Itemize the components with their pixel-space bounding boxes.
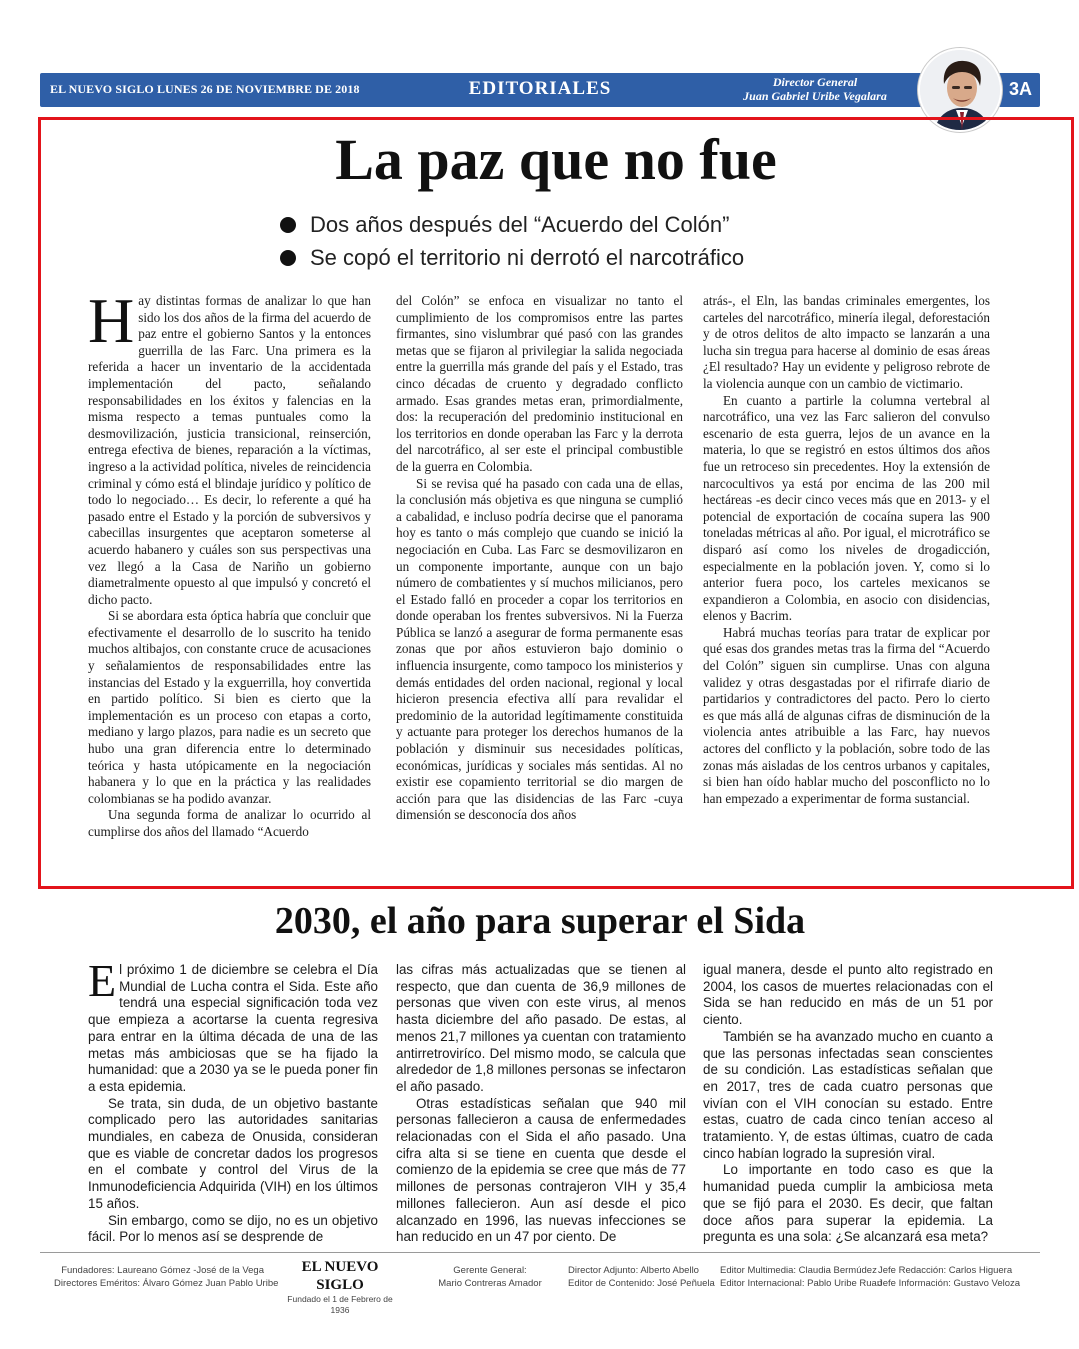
information-chief: Jefe Información: Gustavo Veloza xyxy=(878,1278,1021,1289)
paragraph: del Colón” se enfoca en visualizar no tanto el cumplimiento de los compromisos entre las partes firmantes, sino vislumbrar qué pasó con las grandes metas que se fijaron al privilegiar la salida negociada entre la guerrilla más grande del país y el Estado, tras cinco décadas de cruento y degradado conflicto armado. Esas grandes metas eran, primordialmente, dos: la recuperación del predominio institucional en los territorios en donde operaban las Farc y la derrota del narcotráfico, al ser este el principal combustible de la guerra en Colombia. xyxy=(396,293,683,474)
content-editor: Editor de Contenido: José Peñuela xyxy=(568,1278,715,1289)
paragraph: También se ha avanzado mucho en cuanto a que las personas infectadas sean conscientes de su condición. Las estadísticas señalan que en 2017, tres de cada cuatro personas que vivían con el VIH conocían su estado. Entre estas, cuatro de cada cinco tenían acceso al tratamiento. Y, de estas últimas, cuatro de cada cinco habían logrado la supresión viral. xyxy=(703,1028,993,1161)
drop-cap: H xyxy=(88,285,135,356)
paragraph: Otras estadísticas señalan que 940 mil personas fallecieron a causa de enfermedades relacionadas con el Sida el año pasado. Una cifra alta si se tiene en cuenta que desde el comienzo de la epidemia se cree que más de 77 millones de personas contrajeron VIH y 35,4 millones fallecieron. Aun así desde el pico alcanzado en 1996, las nuevas infecciones se han reducido en un 47 por ciento. De xyxy=(396,1095,686,1245)
editorial-2-column-1 xyxy=(88,955,378,1246)
editors-block xyxy=(720,1264,883,1290)
editorial-column-1 xyxy=(88,285,371,841)
paragraph: atrás-, el Eln, las bandas criminales emergentes, los carteles del narcotráfico, minería ilegal, deforestación y de otros delitos de alto impacto se lanzarán a una lucha sin tregua para hacerse al dominio de esas áreas ¿El resultado? Hay un evidente y peligroso rebrote de la violencia aunque con un cambio de victimario. xyxy=(703,293,990,391)
paragraph: Si se revisa qué ha pasado con cada una de ellas, la conclusión más objetiva es que ninguna se cumplió a cabalidad, e incluso podría decirse que el panorama hoy es tanto o más complejo que cuando se inició la negociación en Cuba. Las Farc se desmovilizaron en un componente importante, aunque con un bajo número de combatientes y sí muchos milicianos, pero el Estado falló en proceder a copar los territorios en donde operaban los frentes subversivos. Ni la Fuerza Pública se lanzó a asegurar de forma permanente esas zonas que por años estuvieron bajo dominio o influencia insurgente, como tampoco los ministerios y demás entidades del orden nacional, regional y local hicieron presencia efectiva allí para revalidar el predominio de la autoridad legítimamente constituida y actuante para proteger los derechos humanos de la población y disminuir sus necesidades políticas, económicas, jurídicas y sociales más sentidas. Al no existir ese copamiento territorial se dio margen de acción para que las disidencias de las Farc -cuya dimensión se desconocía dos años xyxy=(396,475,683,823)
manager-block xyxy=(430,1264,550,1290)
paragraph: Se trata, sin duda, de un objetivo bastante complicado pero las autoridades sanitarias mundiales, en cabeza de Onusida, consideran que es viable de concretar dados los progresos en el combate y control del Virus de la Inmunodeficiencia Adquirida (VIH) en los últimos 15 años. xyxy=(88,1095,378,1211)
deputy-director: Director Adjunto: Alberto Abello xyxy=(568,1265,699,1276)
paragraph xyxy=(88,955,378,1096)
newsroom-chief: Jefe Redacción: Carlos Higuera xyxy=(878,1265,1013,1276)
paragraph: En cuanto a partirle la columna vertebral al narcotráfico, una vez las Farc salieron del convulso escenario de esta guerra, lejos de un avance en la materia, lo que se registró en estos últimos dos años fue un retroceso sin precedentes. Hoy la extensión de narcocultivos ya está por encima de las 200 mil hectáreas -es decir cinco veces más que en 2013- y el potencial de exportación de cocaína supera las 900 toneladas métricas al año. Por igual, el microtráfico se disparó así como los niveles de drogadicción, especialmente en la población joven. Y, como si lo anterior fuera poco, los carteles mexicanos se expandieron a Colombia, en asocio con disidencias, elenos y Bacrim. xyxy=(703,392,990,624)
editorial-subheads xyxy=(280,208,840,274)
editorial-column-2 xyxy=(396,293,683,824)
editorial-headline-2: 2030, el año para superar el Sida xyxy=(274,900,806,942)
subhead-text: Dos años después del “Acuerdo del Colón” xyxy=(310,211,730,237)
emeritus-directors: Directores Eméritos: Álvaro Gómez Juan Pablo Uribe xyxy=(54,1278,279,1289)
subhead-text: Se copó el territorio ni derrotó el narcotráfico xyxy=(310,244,745,270)
section-title: EDITORIALES xyxy=(468,78,612,99)
director-name: Juan Gabriel Uribe Vegalara xyxy=(743,89,887,103)
editorial-2-column-2 xyxy=(396,962,686,1246)
paragraph: Sin embargo, como se dijo, no es un objetivo fácil. Por lo menos así se desprende de xyxy=(88,1212,378,1245)
paragraph xyxy=(88,285,371,608)
footer-logo-block xyxy=(280,1258,400,1316)
page-number: 3A xyxy=(1008,79,1032,99)
editorial-column-3 xyxy=(703,293,990,807)
bullet-icon xyxy=(280,217,296,233)
footer-divider xyxy=(40,1252,1040,1253)
subhead-item xyxy=(280,208,840,241)
international-editor: Editor Internacional: Pablo Uribe Ruan xyxy=(720,1278,883,1289)
founders: Fundadores: Laureano Gómez -José de la Vega xyxy=(61,1265,264,1276)
director-title: Director General xyxy=(772,75,858,89)
editorial-headline: La paz que no fue xyxy=(335,127,777,192)
section-header-band xyxy=(40,73,1040,107)
chiefs-block xyxy=(878,1264,1038,1290)
manager-name: Mario Contreras Amador xyxy=(438,1278,542,1289)
founders-block xyxy=(54,1264,279,1290)
paragraph: las cifras más actualizadas que se tienen al respecto, que dan cuenta de 36,9 millones de personas que viven con este virus, al menos hasta diciembre del año pasado. De estas, al menos 21,7 millones ya cuentan con tratamiento antirretroviríco. Del mismo modo, se calcula que alrededor de 1,8 millones personas se infectaron el año pasado. xyxy=(396,962,686,1094)
paragraph: Si se abordara esta óptica habría que concluir que efectivamente el desarrollo de lo suscrito ha tenido muchos altibajos, con constante cruce de acusaciones y señalamientos de responsabilidades entre las instancias del Estado y la exguerrilla, hoy convertida en partido político. Si bien es cierto que la implementación es un proceso con etapas a corto, mediano y largo plazos, para nadie es un secreto que hubo una gran diferencia entre lo determinado teórica y hasta utópicamente en la negociación habanera y lo que en la práctica y las realidades colombianas se ha podido avanzar. xyxy=(88,608,371,806)
staff-box xyxy=(40,1258,1040,1315)
paragraph: Lo importante en todo caso es que la humanidad pueda cumplir la ambiciosa meta que se fijó para el 2030. Es decir, que faltan doce años para superar la epidemia. La pregunta es una sola: ¿Se alcanzará esa meta? xyxy=(703,1162,993,1245)
editorial-2-column-3 xyxy=(703,962,993,1246)
multimedia-editor: Editor Multimedia: Claudia Bermúdez xyxy=(720,1265,877,1276)
director-credit xyxy=(720,75,910,103)
paragraph: igual manera, desde el punto alto registrado en 2004, los casos de muertes relacionadas con el Sida se han reducido en más de un 51 por ciento. xyxy=(703,962,993,1028)
directors-block xyxy=(568,1264,713,1290)
drop-cap: E xyxy=(88,955,117,1006)
paragraph-text: l próximo 1 de diciembre se celebra el Día Mundial de Lucha contra el Sida. Este año tendrá una especial significación toda vez que empieza a acortarse la cuenta regresiva para entrar en la última década de una de las metas más ambiciosas que se ha fijado la humanidad: que a 2030 ya se le pueda poner fin a esta epidemia. xyxy=(88,962,378,1094)
subhead-item xyxy=(280,241,840,274)
paragraph: Una segunda forma de analizar lo ocurrido al cumplirse dos años del llamado “Acuerdo xyxy=(88,807,371,839)
manager-title: Gerente General: xyxy=(453,1265,527,1276)
masthead-date: EL NUEVO SIGLO LUNES 26 DE NOVIEMBRE DE 2018 xyxy=(50,82,360,96)
bullet-icon xyxy=(280,250,296,266)
paragraph-text: ay distintas formas de analizar lo que han sido los dos años de la firma del acuerdo de paz entre el gobierno Santos y la entonces guerrilla de las Farc. Una primera es la referida a hacer un inventario de la accidentada implementación del pacto, señalando responsabilidades en los éxitos y falencias en la misma respecto a temas puntuales como la desmovilización, justicia transicional, reinserción, entrega efectiva de bienes, reparación a la víctimas, ingreso a la actividad política, niveles de reincidencia criminal y cómo está el blindaje jurídico y político de todo lo negociado… Es decir, lo referente a qué ha pasado entre el Estado y la porción de subversivos y cabecillas insurgentes que aceptaron someterse al acuerdo habanero y cuáles son sus perspectivas una vez llegó a la Casa de Nariño un gobierno diametralmente opuesto al que impulsó y concretó el dicho pacto. xyxy=(88,293,371,607)
newspaper-logo: EL NUEVO SIGLO xyxy=(301,1259,379,1293)
founded-date: Fundado el 1 de Febrero de 1936 xyxy=(287,1294,393,1315)
paragraph: Habrá muchas teorías para tratar de explicar por qué esas dos grandes metas tras la firma del “Acuerdo del Colón” siguen sin cumplirse. Unas con alguna validez y otras desgastadas por el rifirrafe diario de partidarios y contradictores del pacto. Pero lo cierto es que más allá de algunas cifras de disminución de la violencia antes atribuible a las Farc, hay nuevos actores del conflicto y la población, sobre todo de las zonas más aisladas de los centros urbanos y capitales, si bien han oído hablar mucho del posconflicto no lo han empezado a experimentar de forma sustancial. xyxy=(703,624,990,806)
